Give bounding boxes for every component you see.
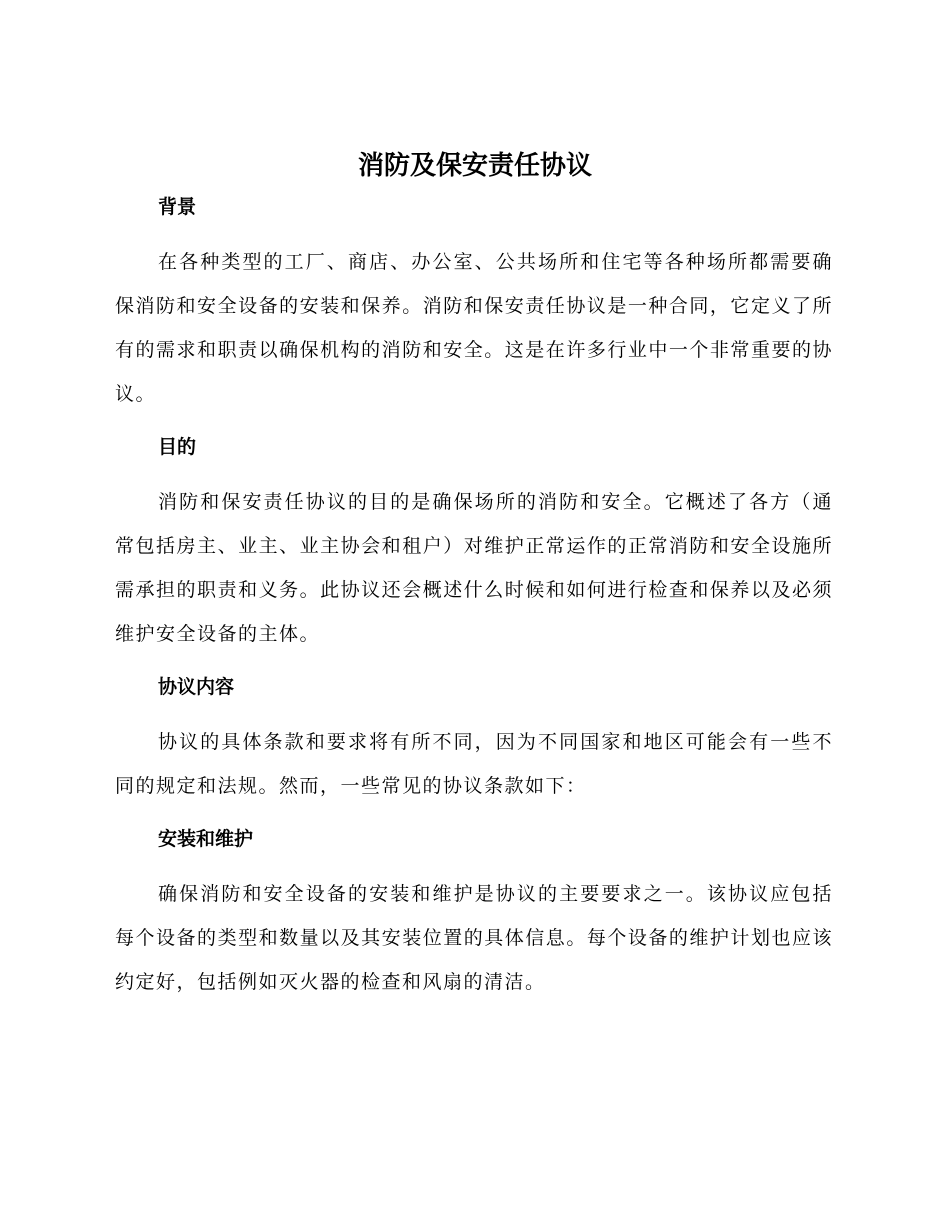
section-heading: 安装和维护: [158, 828, 254, 850]
section-heading: 目的: [158, 436, 197, 458]
section-purpose: [115, 428, 833, 668]
section-paragraph: 协议的具体条款和要求将有所不同，因为不同国家和地区可能会有一些不同的规定和法规。然而，一些常见的协议条款如下：: [115, 731, 833, 797]
document-body: [115, 188, 833, 1004]
section-background: [115, 188, 833, 428]
section-paragraph: 消防和保安责任协议的目的是确保场所的消防和安全。它概述了各方（通常包括房主、业主、业主协会和租户）对维护正常运作的正常消防和安全设施所需承担的职责和义务。此协议还会概述什么时候和如何进行检查和保养以及必须维护安全设备的主体。: [115, 491, 833, 645]
section-paragraph: 在各种类型的工厂、商店、办公室、公共场所和住宅等各种场所都需要确保消防和安全设备的安装和保养。消防和保安责任协议是一种合同，它定义了所有的需求和职责以确保机构的消防和安全。这是在许多行业中一个非常重要的协议。: [115, 251, 833, 405]
section-heading: 协议内容: [158, 676, 235, 698]
document-title: 消防及保安责任协议: [357, 151, 592, 181]
section-heading: 背景: [158, 196, 197, 218]
section-agreement-content: [115, 668, 833, 820]
section-installation-maintenance: [115, 820, 833, 1004]
section-paragraph: 确保消防和安全设备的安装和维护是协议的主要要求之一。该协议应包括每个设备的类型和数量以及其安装位置的具体信息。每个设备的维护计划也应该约定好，包括例如灭火器的检查和风扇的清洁。: [115, 883, 833, 993]
